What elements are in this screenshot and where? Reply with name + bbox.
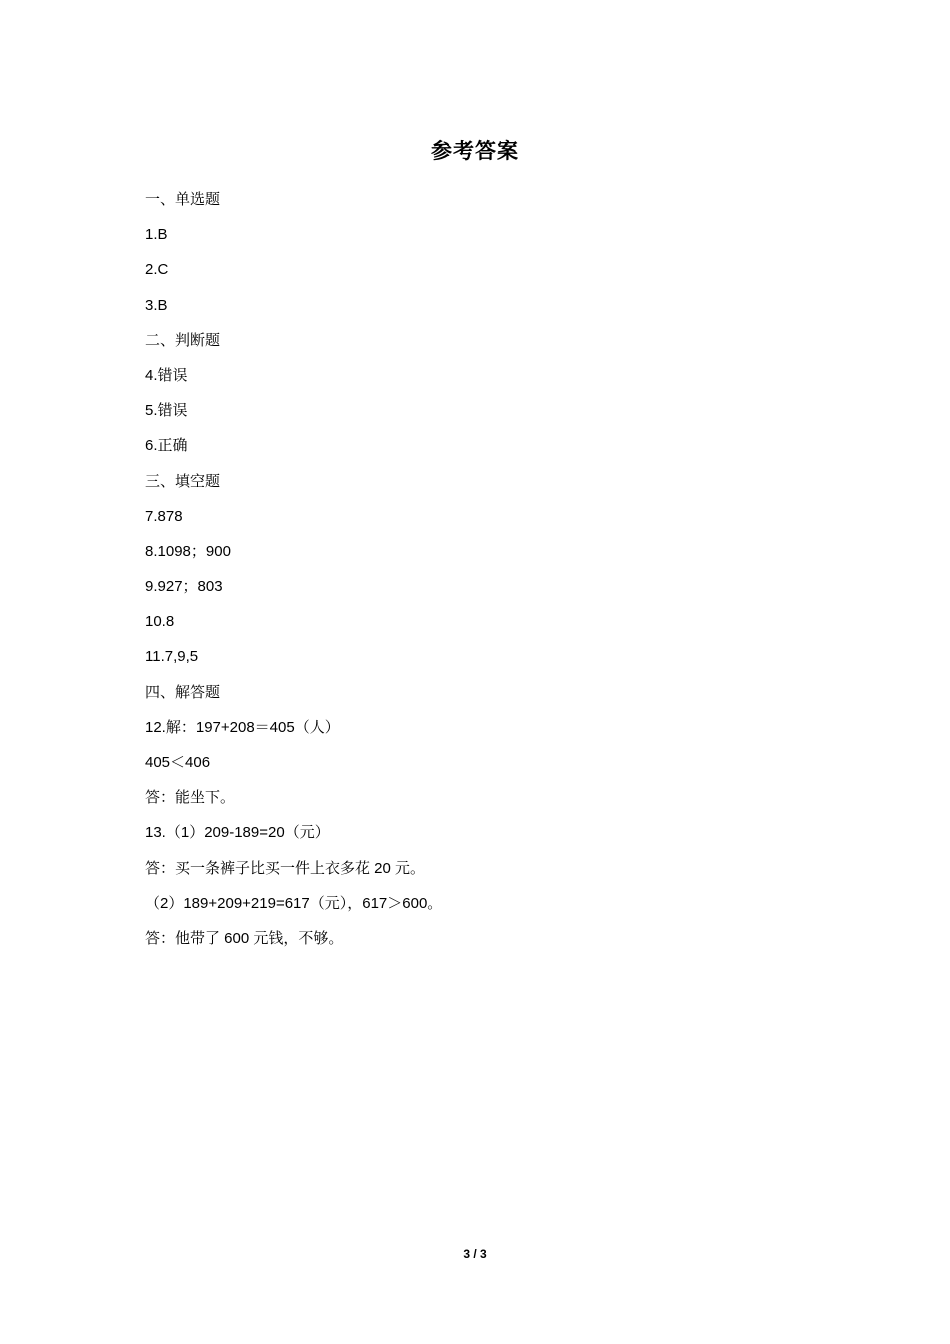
page-number: 3 / 3	[463, 1247, 487, 1261]
answer-12-comparison: 405＜406	[145, 754, 211, 771]
answer-3: 3.B	[145, 296, 168, 314]
answer-2: 2.C	[145, 261, 169, 279]
answer-13-part-2: （2）189+209+219=617（元），617＞600。	[145, 894, 443, 912]
page-title: 参考答案	[431, 139, 519, 163]
answer-10: 10.8	[145, 613, 175, 631]
answer-4: 4.错误	[145, 366, 188, 384]
answer-7: 7.878	[145, 507, 183, 525]
answer-list	[145, 186, 825, 960]
answer-13-part-1: 13.（1）209-189=20（元）	[145, 824, 330, 842]
answer-8: 8.1098；900	[145, 542, 231, 560]
section-heading-fill-blank: 三、填空题	[145, 472, 221, 490]
answer-9: 9.927；803	[145, 578, 223, 596]
answer-5: 5.错误	[145, 402, 188, 420]
answer-6: 6.正确	[145, 437, 188, 455]
answer-13-part-2-conclusion: 答：他带了 600 元钱，不够。	[145, 929, 344, 947]
section-heading-true-false: 二、判断题	[145, 331, 221, 349]
answer-12-solution: 12.解：197+208＝405（人）	[145, 718, 340, 736]
answer-13-part-1-conclusion: 答：买一条裤子比买一件上衣多花 20 元。	[145, 859, 426, 877]
answer-12-conclusion: 答：能坐下。	[145, 789, 236, 807]
section-heading-word-problems: 四、解答题	[145, 683, 221, 701]
section-heading-single-choice: 一、单选题	[145, 191, 221, 208]
answer-11: 11.7,9,5	[145, 648, 199, 666]
answer-1: 1.B	[145, 226, 168, 244]
